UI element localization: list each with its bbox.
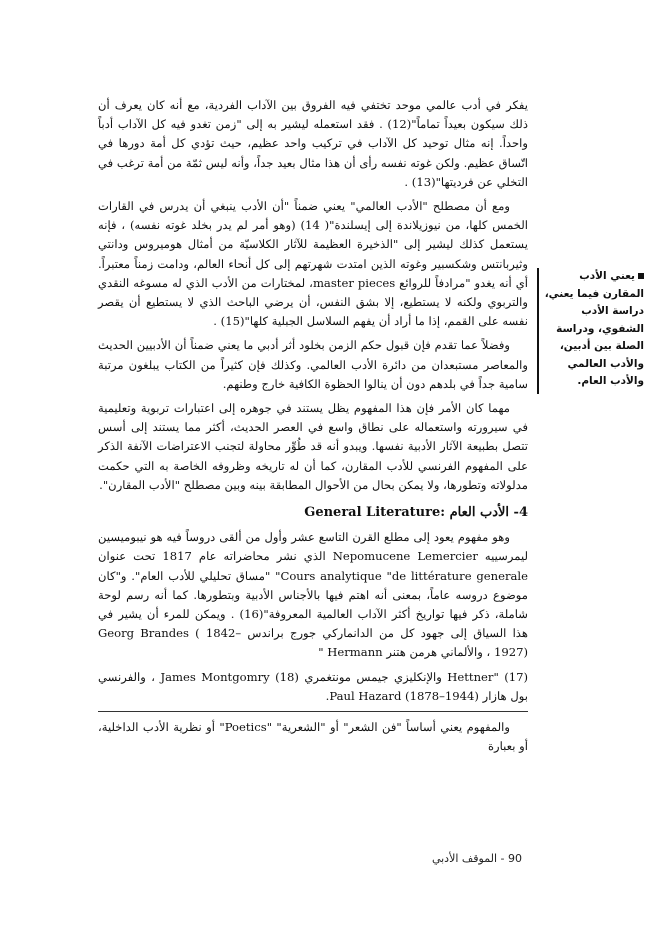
footnote-rule: [98, 711, 528, 712]
paragraph-3: وفضلاً عما تقدم فإن قبول حكم الزمن بخلود أثر أدبي ما يعني ضمناً أن الأدبيين الحديث والمعاصر مستبعدان من دائرة الأدب العالمي. وكذلك فإن كثيراً من الكتاب يبلغون مرتبة سامية جداً في بلدهم دون أن ينالوا الحظوة الكافية خارج وطنهم.: [98, 338, 528, 391]
paragraph-6: والمفهوم يعني أساساً "فن الشعر" أو "الشعرية" "Poetics" أو نظرية الأدب الداخلية، أو بعبارة: [98, 720, 528, 754]
paragraph-1: يفكر في أدب عالمي موحد تختفي فيه الفروق بين الآداب الفردية، مع أنه كان يعرف أن ذلك سيكون بعيداً تماماً"(12) . فقد استعمله ليشير به إلى "زمن تغدو فيه كل الآداب أدباً واحداً. إنه مثال توحيد كل الآداب في تركيب واحد عظيم، حيث تؤدي كل أمة دورها في اتّساق عظيم. ولكن غوته نفسه رأى أن هذا مثال بعيد جداً، وأنه ليس ثمّة من أمة ترغب في التخلي عن فرديتها"(13) .: [98, 98, 528, 189]
paragraph-4: مهما كان الأمر فإن هذا المفهوم يظل يستند في جوهره إلى اعتبارات تربوية وتعليمية في سيرورته واستعماله على نطاق واسع في العصر الحديث، أكثر مما يستند إلى أسس تتصل بطبيعة الآثار الأدبية نفسها. ويبدو أنه قد طُوِّر محاولة لتجنب الاعتراضات الآنفة الذكر على المفهوم الفرنسي للأدب المقارن، كما أن له تاريخه وظروفه الخاصة به التي حكمت مدلولاته وتطورها، ولا يمكن بحال من الأحوال المطابقة بينه وبين مصطلح "الأدب المقارن".: [98, 401, 528, 492]
page-number: 90: [508, 852, 522, 865]
body-column: [98, 96, 528, 762]
paragraph-2: ومع أن مصطلح "الأدب العالمي" يعني ضمناً "أن الأدب ينبغي أن يدرس في القارات الخمس كلها، من نيوزيلاندة إلى إيسلندة"( 14) (وهو أمر لم يدر بخلد غوته نفسه) ، فإنه يستعمل كذلك ليشير إلى "الذخيرة العظيمة للآثار الكلاسيّة من أمثال هوميروس ودانتي وثيربانتس وشكسبير وغوته الذين امتدت شهرتهم إلى كل أنحاء العالم، ودامت زمناً معتبراً. أي أنه يغدو "مرادفاً للروائع master pieces، لمختارات من الأدب الذي له مسوغه النقدي والتربوي ولكنه لا يستطيع، إلا بشق النفس، أن يرضي الباحث الذي لا يستطيع أن يقصر نفسه على القمم، إذا ما أراد أن يفهم السلاسل الجبلية كلها"(15) .: [98, 199, 529, 329]
sidebar-rule: [537, 268, 539, 394]
section-heading-arabic: 4- الأدب العام: [449, 505, 528, 521]
section-heading: [98, 503, 528, 522]
page-footer: [372, 852, 522, 865]
paragraph-5: وهو مفهوم يعود إلى مطلع القرن التاسع عشر وأول من ألقى دروساً فيه هو نيبوميسين ليمرسييه Nepomucene Lemercier الذي نشر محاضراته عام 1817 تحت عنوان Cours analytique "de littérature generale" "مساق تحليلي للأدب العام". و"كان موضوع دروسه عاماً، بمعنى أنه اهتم فيها بالأجناس الأدبية وبتطورها. كما أنه رسم لوحة شاملة، ذكر فيها تواريخ أكثر الآداب العالمية المعروفة"(16) . ويمكن للمرء أن يشير في هذا السياق إلى جهود كل من الدانماركي جورج براندس Georg Brandes ( 1842– 1927) ، والألماني هرمن هتنر Hermann ": [98, 530, 528, 660]
journal-name: الموقف الأدبي: [431, 852, 498, 865]
section-heading-english: General Literature:: [304, 505, 446, 521]
footnote-continuation: Hettner" (17) والإنكليزي جيمس مونتغمري James Montgomry (18) ، والفرنسي بول هازار Paul Hazard (1878–1944).: [98, 669, 529, 703]
square-bullet-icon: [638, 273, 644, 279]
footer-separator: -: [500, 852, 505, 865]
sidebar-note-text: يعني الأدب المقارن فيما يعني، دراسة الأدب الشفوي، ودراسة الصلة بين أدبين، والأدب العالمي والأدب العام.: [544, 270, 644, 387]
sidebar-note: [542, 268, 644, 391]
